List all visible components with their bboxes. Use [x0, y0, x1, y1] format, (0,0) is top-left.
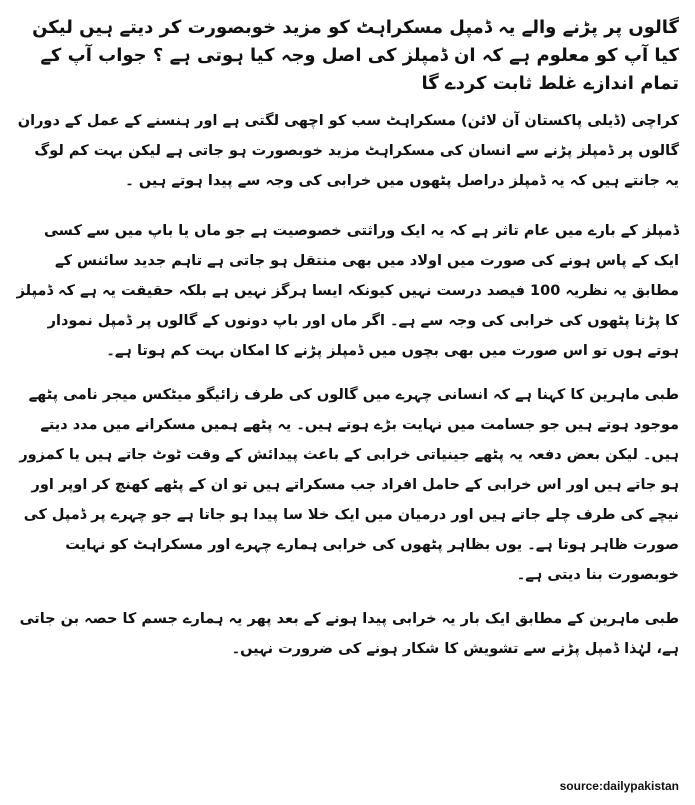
- article-paragraph-heredity: ڈمپلز کے بارے میں عام تاثر ہے کہ یہ ایک وراثتی خصوصیت ہے جو ماں یا باپ میں سے کسی ایک کے پاس ہونے کی صورت میں اولاد میں بھی منتقل ہو جاتی ہے تاہم جدید سائنس کے مطابق یہ نظریہ 100 فیصد درست نہیں کیونکہ ایسا ہرگز نہیں ہے بلکہ حقیقت یہ ہے کہ ڈمپلز کا پڑنا پٹھوں کی خرابی کی وجہ سے ہے۔ اگر ماں اور باپ دونوں کے گالوں پر ڈمپل نمودار ہوتے ہوں تو اس صورت میں بھی بچوں میں ڈمپلز پڑنے کا امکان بہت کم ہوتا ہے۔: [16, 223, 679, 359]
- article-paragraph-intro: کراچی (ڈیلی پاکستان آن لائن) مسکراہٹ سب کو اچھی لگتی ہے اور ہنسنے کے عمل کے دوران گالوں پر ڈمپلز پڑنے سے انسان کی مسکراہٹ مزید خوبصورت ہو جاتی ہے لیکن بہت کم لوگ یہ جانتے ہیں کہ یہ ڈمپلز دراصل پٹھوں میں خرابی کی وجہ سے پیدا ہوتے ہیں ۔: [17, 113, 679, 189]
- article-body: [16, 14, 679, 678]
- article-paragraph-conclusion: طبی ماہرین کے مطابق ایک بار یہ خرابی پیدا ہونے کے بعد پھر یہ ہمارے جسم کا حصہ بن جاتی ہے، لہٰذا ڈمپل پڑنے سے تشویش کا شکار ہونے کی ضرورت نہیں۔: [19, 611, 679, 657]
- source-credit: source:dailypakistan: [559, 779, 679, 793]
- article-headline: گالوں پر پڑنے والے یہ ڈمپل مسکراہٹ کو مزید خوبصورت کر دیتے ہیں لیکن کیا آپ کو معلوم ہے کہ ان ڈمپلز کی اصل وجہ کیا ہوتی ہے ؟ جواب آپ کے تمام اندازے غلط ثابت کردے گا: [32, 17, 679, 94]
- article-paragraph-muscles: طبی ماہرین کا کہنا ہے کہ انسانی چہرے میں گالوں کی طرف زائیگو میٹکس میجر نامی پٹھے موجود ہوتے ہیں جو جسامت میں نہایت بڑے ہوتے ہیں۔ یہ پٹھے ہمیں مسکرانے میں مدد دیتے ہیں۔ لیکن بعض دفعہ یہ پٹھے جینیاتی خرابی کے باعث پیدائش کے وقت ٹوٹ جاتے ہیں یا کمزور ہو جاتے ہیں اور اس خرابی کے حامل افراد جب مسکراتے ہیں تو ان کے پٹھے کھنچ کر اوپر اور نیچے کی طرف چلے جاتے ہیں اور درمیان میں ایک خلا سا پیدا ہو جاتا ہے جو چہرے پر ڈمپل کی صورت ظاہر ہوتا ہے۔ یوں بظاہر پٹھوں کی خرابی ہمارے چہرے اور مسکراہٹ کو نہایت خوبصورت بنا دیتی ہے۔: [19, 387, 679, 583]
